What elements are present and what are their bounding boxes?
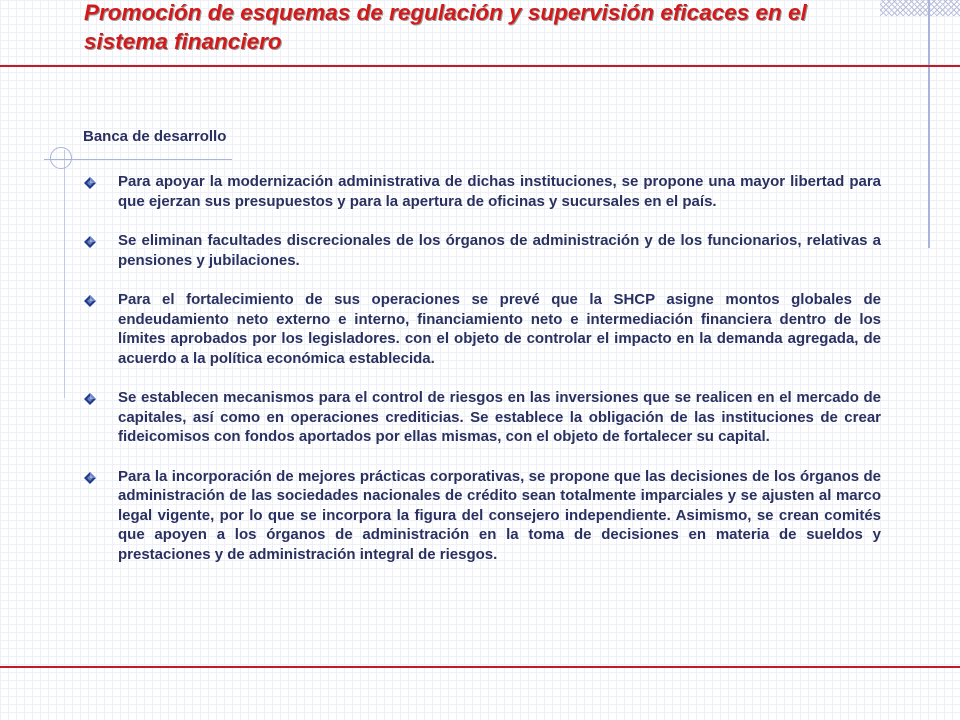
- bullet-text: Para la incorporación de mejores prácticas corporativas, se propone que las decisiones de los órganos de administración de las sociedades nacionales de crédito sean totalmente imparciales y se ajusten al marco legal vigente, por lo que se incorpora la figura del consejero independiente. Asimismo, se crean comités que apoyen a los órganos de administración en la toma de decisiones en materia de sueldos y prestaciones y de administración integral de riesgos.: [118, 467, 881, 563]
- bullet-text: Para apoyar la modernización administrativa de dichas instituciones, se propone una mayor libertad para que ejerzan sus presupuestos y para la apertura de oficinas y sucursales en el país.: [118, 173, 881, 210]
- slide-title: Promoción de esquemas de regulación y supervisión eficaces en el sistema financiero: [84, 0, 807, 54]
- bullet-text: Se establecen mecanismos para el control de riesgos en las inversiones que se realicen en el mercado de capitales, así como en operaciones crediticias. Se establece la obligación de las instituciones de crear fideicomisos con fondos aportados por ellas mismas, con el objeto de fortalecer su capital.: [118, 389, 881, 445]
- bullet-item: [84, 290, 881, 368]
- crosshair-line: [44, 159, 232, 160]
- bullet-text: Se eliminan facultades discrecionales de los órganos de administración y de los funcionarios, relativas a pensiones y jubilaciones.: [118, 232, 881, 269]
- crosshair-circle: [50, 147, 72, 169]
- bullet-item: [84, 467, 881, 565]
- bullet-item: [84, 231, 881, 270]
- diamond-bullet-icon: [84, 295, 96, 307]
- diamond-bullet-icon: [84, 236, 96, 248]
- bullet-item: [84, 388, 881, 447]
- diamond-bullet-icon: [84, 472, 96, 484]
- left-vertical-rule: [64, 150, 65, 398]
- right-vertical-rule: [928, 0, 930, 248]
- section-subtitle: Banca de desarrollo: [83, 128, 227, 145]
- diamond-bullet-icon: [84, 177, 96, 189]
- title-divider-line: [0, 65, 960, 67]
- bottom-divider-line: [0, 666, 960, 668]
- bullet-item: [84, 172, 881, 211]
- bullet-list: [84, 172, 881, 584]
- bullet-text: Para el fortalecimiento de sus operaciones se prevé que la SHCP asigne montos globales de endeudamiento neto externo e interno, financiamiento neto e intermediación financiera dentro de los límites aprobados por los legisladores. con el objeto de controlar el impacto en la demanda agregada, de acuerdo a la política económica establecida.: [118, 291, 881, 367]
- diamond-bullet-icon: [84, 393, 96, 405]
- corner-pattern: [880, 0, 960, 16]
